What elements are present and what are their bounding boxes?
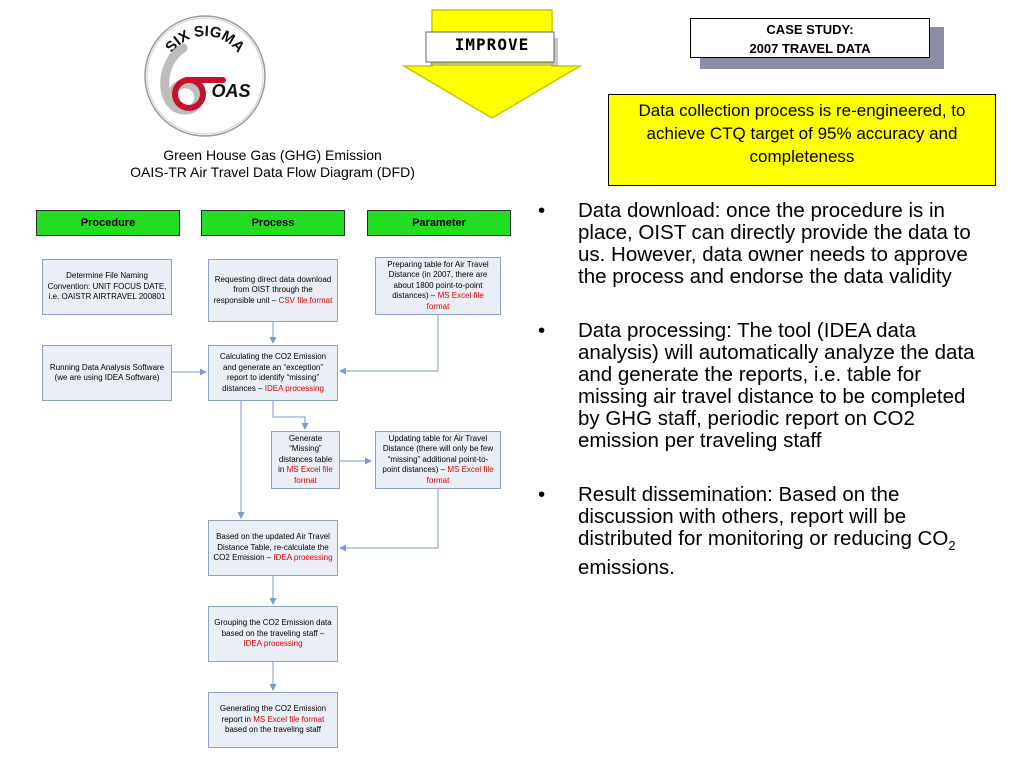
box-preparing-text: Preparing table for Air Travel Distance (in 2007, there are about 1800 point-to-point distances) – [387,259,489,301]
box-grouping-text: Grouping the CO2 Emission data based on the traveling staff – [214,618,332,638]
box-grouping-data [208,606,338,662]
box-determine-naming-text: Determine File Naming Convention: UNIT FOCUS DATE, i.e. OAISTR AIRTRAVEL 200801 [47,271,167,302]
case-study-line1: CASE STUDY: [766,22,854,37]
bullet-data-download-text: Data download: once the procedure is in place, OIST can directly provide the data to us. However, data owner needs to approve the process and endorse the data validity [578,199,971,288]
box-preparing-table [375,257,501,315]
bullet-list [538,200,978,611]
case-study-box [690,18,930,58]
dfd-title-line2: OAIS-TR Air Travel Data Flow Diagram (DFD) [130,164,415,180]
box-generating-text: Generating the CO2 Emission report in [219,704,327,724]
bullet-data-download [538,200,978,288]
logo-top-text: SIX SIGMA [161,22,248,56]
case-study-line2: 2007 TRAVEL DATA [749,41,871,56]
bullet-result-dissemination-text: Result dissemination: Based on the discussion with others, report will be distributed for monitoring or reducing CO [578,483,949,550]
logo-bottom-text: OAS [211,81,251,101]
box-generating-report [208,692,338,748]
six-sigma-oas-logo [143,14,267,138]
box-generating-tail: based on the traveling staff [225,725,321,735]
box-running-software [42,345,172,401]
bullet-marker: • [538,319,546,342]
box-updating-table [375,431,501,489]
co2-subscript: 2 [948,538,956,554]
box-running-text: Running Data Analysis Software (we are using IDEA Software) [49,362,165,382]
bullet-result-dissemination [538,484,978,579]
box-calculating-emission [208,345,338,401]
box-based-text: Based on the updated Air Travel Distance Table, re-calculate the CO2 Emission – [213,532,330,563]
box-recalculate-emission [208,520,338,576]
box-generating-format: MS Excel file format [253,714,325,724]
bullet-marker: • [538,483,546,506]
arrow-updating-to-based [340,489,438,548]
box-generate-missing [271,431,340,489]
box-grouping-format: IDEA processing [243,639,303,649]
bullet-result-dissemination-tail: emissions. [578,556,675,580]
box-updating-format: MS Excel file format [426,465,494,485]
box-calculating-format: IDEA processing [264,383,324,393]
box-determine-naming [42,259,172,315]
box-requesting-text: Requesting direct data download from OIST through the responsible unit – [213,274,332,305]
arrow-preparing-to-calculating [340,315,438,371]
box-based-format: IDEA processing [273,553,333,563]
box-requesting-format: CSV file format [278,295,333,305]
header-procedure: Procedure [36,210,180,236]
bullet-data-processing-text: Data processing: The tool (IDEA data analysis) will automatically analyze the data and generate the reports, i.e. table for missing air travel distance to be completed by GHG staff, periodic report on CO2 emission per traveling staff [578,319,975,452]
box-calculating-text: Calculating the CO2 Emission and generate an “exception” report to identify “missing” distances – [219,352,327,393]
bullet-data-processing [538,320,978,452]
box-generate-text: Generate “Missing” distances table in [278,433,333,475]
arrow-calculating-to-generate [273,401,305,429]
improve-label: IMPROVE [454,35,530,54]
box-requesting-download [208,259,338,322]
dfd-title-line1: Green House Gas (GHG) Emission [163,147,382,163]
bullet-marker: • [538,199,546,222]
box-updating-text: Updating table for Air Travel Distance (there will only be few “missing” additional point-to-point distances) – [382,433,494,475]
box-generate-format: MS Excel file format [286,465,333,485]
ctq-callout: Data collection process is re-engineered, to achieve CTQ target of 95% accuracy and completeness [608,94,996,186]
box-preparing-format: MS Excel file format [426,291,484,311]
header-process: Process [201,210,345,236]
header-parameter: Parameter [367,210,511,236]
improve-arrow [402,8,582,120]
